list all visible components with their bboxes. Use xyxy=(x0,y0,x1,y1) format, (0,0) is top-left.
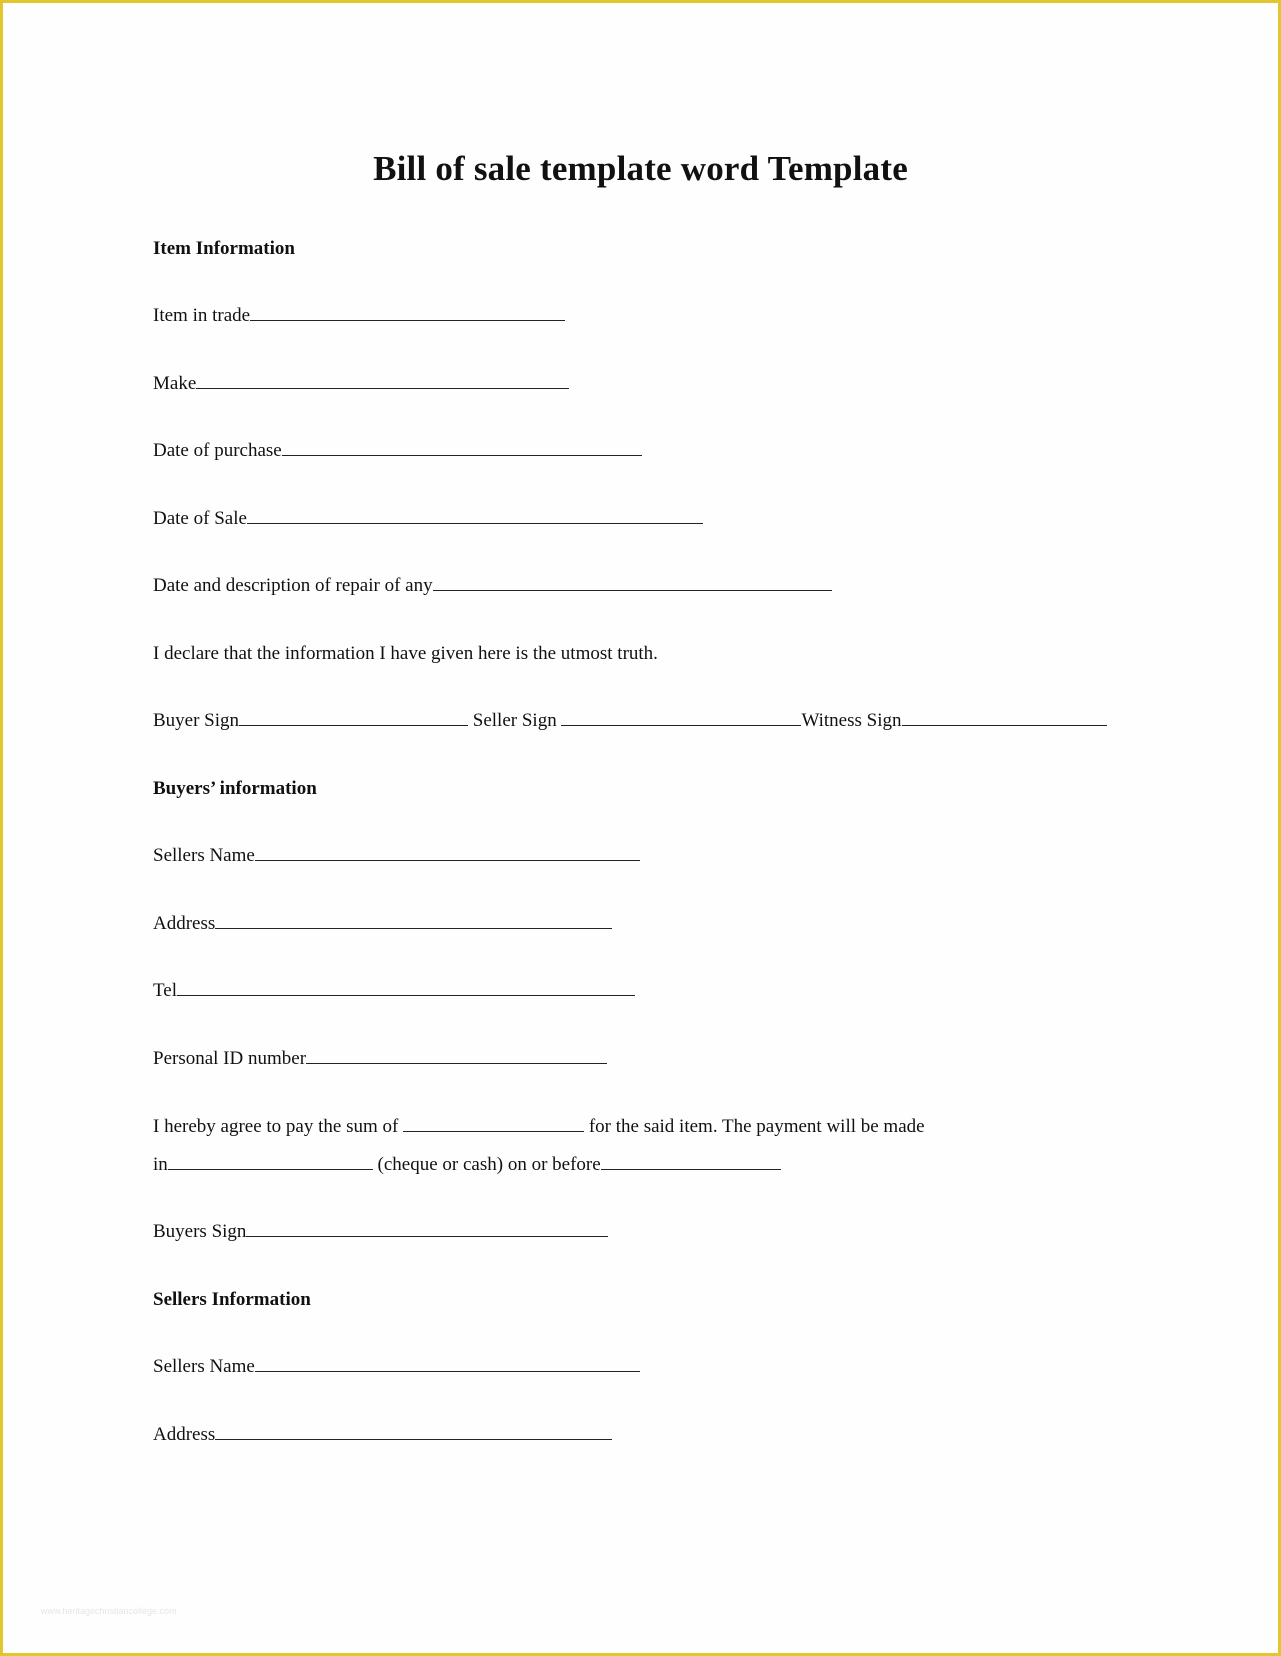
field-date-of-sale xyxy=(153,507,703,531)
watermark-text: www.heritagechristiancollege.com xyxy=(41,1606,177,1616)
field-label: Item in trade xyxy=(153,305,251,326)
fill-in-blank[interactable] xyxy=(255,1355,640,1372)
seller-sign-label: Seller Sign xyxy=(472,710,557,731)
witness-sign-label: Witness Sign xyxy=(801,710,902,731)
fill-in-blank[interactable] xyxy=(433,574,832,591)
fill-in-blank[interactable] xyxy=(250,304,565,321)
section-heading-buyers-information: Buyers’ information xyxy=(153,778,317,799)
field-buyers-tel xyxy=(153,979,635,1003)
sum-blank[interactable] xyxy=(403,1115,584,1132)
field-label: Sellers Name xyxy=(153,1356,255,1377)
field-buyers-address xyxy=(153,912,612,936)
agreement-line-1 xyxy=(153,1115,925,1139)
field-date-description-repair xyxy=(153,574,832,598)
field-date-of-purchase xyxy=(153,439,642,463)
section-heading-item-information: Item Information xyxy=(153,238,295,259)
field-label: Personal ID number xyxy=(153,1048,307,1069)
buyer-sign-label: Buyer Sign xyxy=(153,710,240,731)
agreement-text: for the said item. The payment will be made xyxy=(588,1116,925,1137)
fill-in-blank[interactable] xyxy=(255,844,640,861)
payment-method-blank[interactable] xyxy=(168,1153,373,1170)
seller-sign-blank[interactable] xyxy=(561,709,801,726)
fill-in-blank[interactable] xyxy=(306,1047,607,1064)
field-buyers-sellers-name xyxy=(153,844,640,868)
fill-in-blank[interactable] xyxy=(215,1423,612,1440)
section-heading-sellers-information: Sellers Information xyxy=(153,1289,311,1310)
agreement-text: (cheque or cash) on or before xyxy=(377,1154,601,1175)
field-item-in-trade xyxy=(153,304,565,328)
fill-in-blank[interactable] xyxy=(177,979,635,996)
field-sellers-name xyxy=(153,1355,640,1379)
fill-in-blank[interactable] xyxy=(247,507,703,524)
field-label: Address xyxy=(153,913,216,934)
field-buyers-sign xyxy=(153,1220,608,1244)
fill-in-blank[interactable] xyxy=(246,1220,608,1237)
field-label: Address xyxy=(153,1424,216,1445)
declaration-text: I declare that the information I have given here is the utmost truth. xyxy=(153,643,658,664)
fill-in-blank[interactable] xyxy=(282,439,642,456)
field-label: Tel xyxy=(153,980,177,1001)
field-buyers-personal-id xyxy=(153,1047,607,1071)
field-label: Date of Sale xyxy=(153,508,247,529)
agreement-text: in xyxy=(153,1154,168,1175)
agreement-text: I hereby agree to pay the sum of xyxy=(153,1116,399,1137)
fill-in-blank[interactable] xyxy=(215,912,612,929)
field-label: Sellers Name xyxy=(153,845,255,866)
field-label: Buyers Sign xyxy=(153,1221,247,1242)
field-label: Make xyxy=(153,373,197,394)
document-title: Bill of sale template word Template xyxy=(373,149,908,188)
field-sellers-address xyxy=(153,1423,612,1447)
payment-date-blank[interactable] xyxy=(601,1153,781,1170)
field-label: Date and description of repair of any xyxy=(153,575,433,596)
agreement-line-2 xyxy=(153,1153,781,1177)
field-make xyxy=(153,372,569,396)
signature-row xyxy=(153,709,1107,733)
field-label: Date of purchase xyxy=(153,440,282,461)
witness-sign-blank[interactable] xyxy=(902,709,1107,726)
buyer-sign-blank[interactable] xyxy=(239,709,468,726)
fill-in-blank[interactable] xyxy=(196,372,569,389)
